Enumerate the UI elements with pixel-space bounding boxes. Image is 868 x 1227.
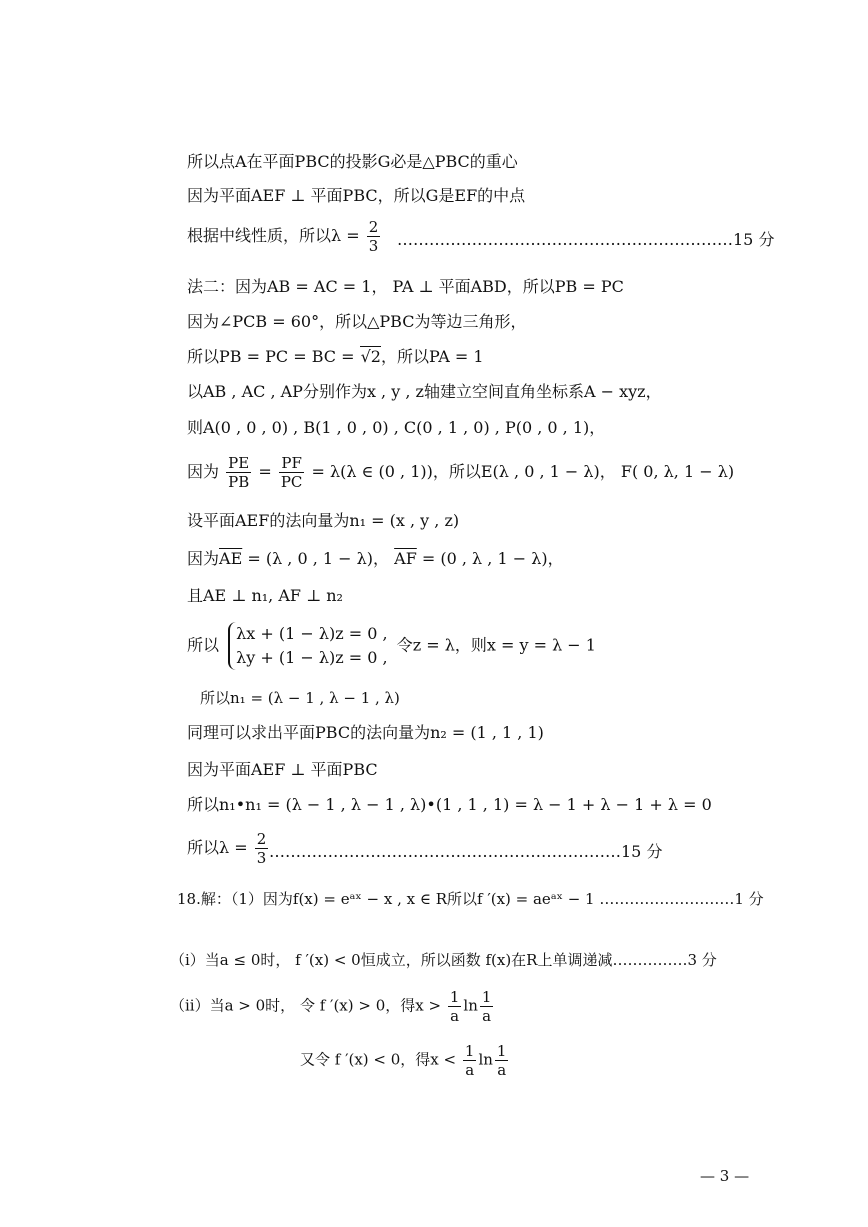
fraction-numerator: 1 bbox=[449, 988, 460, 1006]
equation-1: λx + (1 − λ)z = 0 , bbox=[236, 624, 388, 643]
line-13 bbox=[187, 622, 596, 670]
fraction-numerator: PF bbox=[279, 454, 305, 473]
line-11-mid: = (λ , 0 , 1 − λ)， bbox=[242, 549, 395, 568]
fraction-one-over-a bbox=[480, 988, 494, 1025]
fraction-numerator: 2 bbox=[256, 830, 267, 848]
line-21 bbox=[170, 988, 495, 1025]
fraction-denominator: a bbox=[450, 1007, 460, 1025]
line-9-text: 因为 bbox=[187, 462, 220, 481]
equals-sign: = bbox=[258, 462, 272, 481]
line-17: 所以n₁•n₁ = (λ − 1 , λ − 1 , λ)•(1 , 1 , 1) = λ − 1 + λ − 1 + λ = 0 bbox=[187, 795, 712, 814]
line-11-text: 因为 bbox=[187, 549, 220, 568]
line-7: 以AB , AC , AP分别作为x , y , z轴建立空间直角坐标系A − xyz， bbox=[187, 382, 662, 401]
line-22 bbox=[300, 1042, 510, 1079]
line-14: 所以n₁ = (λ − 1 , λ − 1 , λ) bbox=[200, 689, 400, 707]
ln-label: ln bbox=[478, 1050, 493, 1069]
sqrt-two: √2 bbox=[360, 347, 381, 366]
line-11 bbox=[187, 549, 564, 569]
fraction-one-over-a bbox=[463, 1042, 477, 1079]
line-9-tail: = λ(λ ∈ (0 , 1))，所以E(λ , 0 , 1 − λ)， F( 0, λ, 1 − λ) bbox=[311, 462, 735, 481]
line-13-tail: 令z = λ，则x = y = λ − 1 bbox=[396, 635, 596, 655]
fraction-denominator: 3 bbox=[368, 237, 379, 255]
line-22-text: 又令 f ′(x) < 0，得x < bbox=[300, 1050, 457, 1069]
line-10: 设平面AEF的法向量为n₁ = (x , y , z) bbox=[187, 511, 460, 530]
equation-system bbox=[228, 622, 388, 670]
fraction-numerator: 1 bbox=[496, 1042, 507, 1060]
vector-af: $\overline{AF}$ bbox=[394, 549, 417, 568]
fraction-denominator: PC bbox=[280, 473, 303, 491]
line-2: 因为平面AEF ⊥ 平面PBC，所以G是EF的中点 bbox=[187, 186, 526, 205]
line-9 bbox=[187, 454, 734, 491]
fraction-pf-pc bbox=[279, 454, 305, 491]
fraction-pe-pb bbox=[226, 454, 251, 491]
line-1: 所以点A在平面PBC的投影G必是△PBC的重心 bbox=[187, 152, 518, 171]
line-15: 同理可以求出平面PBC的法向量为n₂ = (1 , 1 , 1) bbox=[187, 723, 544, 742]
line-6 bbox=[187, 347, 484, 367]
line-6-text: 所以PB = PC = BC = bbox=[187, 347, 360, 366]
vector-ae: $\overline{AE}$ bbox=[219, 549, 243, 568]
page-number: — 3 — bbox=[700, 1167, 750, 1185]
fraction-denominator: a bbox=[497, 1061, 507, 1079]
line-5: 因为∠PCB = 60°，所以△PBC为等边三角形， bbox=[187, 312, 527, 331]
fraction-two-thirds bbox=[255, 830, 269, 867]
fraction-numerator: 1 bbox=[464, 1042, 475, 1060]
fraction-one-over-a bbox=[448, 988, 462, 1025]
fraction-numerator: PE bbox=[226, 454, 251, 473]
line-18-text: 所以λ = bbox=[187, 838, 248, 857]
line-11-tail: = (0 , λ , 1 − λ)， bbox=[416, 549, 564, 568]
fraction-denominator: 3 bbox=[256, 849, 267, 867]
line-13-text: 所以 bbox=[187, 635, 220, 655]
fraction-denominator: PB bbox=[228, 473, 250, 491]
line-6-tail: ，所以PA = 1 bbox=[380, 347, 484, 366]
line-18 bbox=[187, 830, 663, 867]
fraction-denominator: a bbox=[465, 1061, 475, 1079]
line-3-text: 根据中线性质，所以λ = bbox=[187, 226, 360, 245]
ln-label: ln bbox=[463, 996, 478, 1015]
line-3 bbox=[187, 218, 775, 255]
fraction-two-thirds bbox=[367, 218, 381, 255]
line-19: 18.解：（1）因为f(x) = eᵃˣ − x , x ∈ R所以f ′(x) = aeᵃˣ − 1 ………………………1 分 bbox=[177, 890, 764, 908]
fraction-denominator: a bbox=[482, 1007, 492, 1025]
fraction-one-over-a bbox=[495, 1042, 509, 1079]
line-8: 则A(0 , 0 , 0) , B(1 , 0 , 0) , C(0 , 1 , 0) , P(0 , 0 , 1)， bbox=[187, 418, 606, 437]
line-12: 且AE ⊥ n₁, AF ⊥ n₂ bbox=[187, 586, 343, 605]
line-16: 因为平面AEF ⊥ 平面PBC bbox=[187, 760, 378, 779]
equation-2: λy + (1 − λ)z = 0 , bbox=[236, 648, 388, 667]
score-dots: ………………………………………………………15 分 bbox=[397, 230, 775, 249]
fraction-numerator: 2 bbox=[368, 218, 379, 236]
fraction-numerator: 1 bbox=[481, 988, 492, 1006]
line-4: 法二：因为AB = AC = 1， PA ⊥ 平面ABD，所以PB = PC bbox=[187, 277, 624, 296]
line-20: （i）当a ≤ 0时， f ′(x) < 0恒成立，所以函数 f(x)在R上单调递减……………3 分 bbox=[170, 951, 717, 969]
line-21-text: （ii）当a > 0时， 令 f ′(x) > 0，得x > bbox=[170, 996, 442, 1015]
score-dots: …………………………………………………………15 分 bbox=[269, 842, 663, 861]
